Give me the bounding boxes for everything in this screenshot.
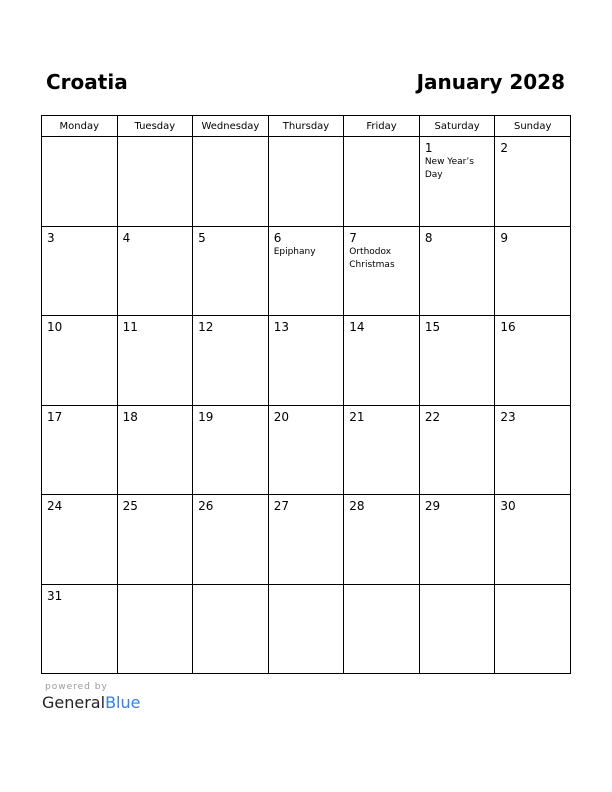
day-cell[interactable] — [193, 226, 269, 316]
day-number: 4 — [122, 230, 131, 245]
day-cell[interactable] — [344, 226, 420, 316]
day-number: 10 — [47, 320, 63, 334]
day-cell[interactable] — [193, 137, 269, 227]
day-number: 23 — [500, 409, 516, 424]
day-cell[interactable] — [344, 495, 420, 585]
brand-name-part1: General — [42, 693, 106, 712]
week-row — [42, 495, 571, 585]
day-cell[interactable] — [193, 584, 269, 674]
day-cell[interactable] — [42, 226, 118, 316]
weekday-header: Sunday — [495, 116, 571, 137]
day-cell[interactable] — [117, 405, 193, 495]
weekday-header: Wednesday — [193, 116, 269, 137]
calendar-title-month: January 2028 — [416, 70, 565, 94]
weekday-header: Thursday — [268, 116, 344, 137]
day-number: 7 — [349, 230, 357, 245]
day-cell[interactable] — [193, 495, 269, 585]
day-number: 25 — [122, 499, 138, 513]
day-cell[interactable] — [193, 316, 269, 406]
week-row — [42, 226, 571, 316]
day-cell[interactable] — [344, 316, 420, 406]
holiday-label: Orthodox Christmas — [349, 246, 395, 270]
day-number: 18 — [122, 409, 138, 424]
day-number: 30 — [500, 499, 516, 513]
day-number: 27 — [273, 499, 289, 513]
day-cell[interactable] — [419, 405, 495, 495]
holiday-label: Epiphany — [273, 246, 316, 257]
day-cell[interactable] — [495, 584, 571, 674]
day-number: 31 — [47, 588, 63, 603]
day-cell[interactable] — [268, 137, 344, 227]
day-cell[interactable] — [117, 495, 193, 585]
day-cell[interactable] — [268, 316, 344, 406]
day-cell[interactable] — [42, 316, 118, 406]
day-number: 11 — [122, 320, 138, 334]
day-cell[interactable] — [42, 495, 118, 585]
day-number: 3 — [47, 230, 55, 245]
day-cell[interactable] — [419, 226, 495, 316]
day-number: 22 — [424, 409, 441, 424]
day-number: 6 — [273, 230, 282, 245]
day-cell[interactable] — [193, 405, 269, 495]
day-cell[interactable] — [344, 137, 420, 227]
day-cell[interactable] — [344, 405, 420, 495]
day-number: 15 — [424, 320, 441, 334]
day-number: 29 — [424, 499, 441, 513]
day-cell[interactable] — [117, 584, 193, 674]
weekday-header: Tuesday — [117, 116, 193, 137]
day-number: 21 — [349, 409, 365, 424]
day-cell[interactable] — [42, 137, 118, 227]
weekday-header: Friday — [344, 116, 420, 137]
day-number: 16 — [500, 320, 516, 334]
day-cell[interactable] — [495, 226, 571, 316]
brand-name-part2: Blue — [105, 693, 141, 712]
day-cell[interactable] — [268, 226, 344, 316]
day-number: 2 — [500, 141, 509, 155]
day-cell[interactable] — [117, 137, 193, 227]
day-number: 5 — [198, 230, 206, 245]
week-row — [42, 405, 571, 495]
day-number: 28 — [349, 499, 365, 513]
brand-logo[interactable] — [42, 693, 140, 712]
day-cell[interactable] — [419, 495, 495, 585]
day-number: 19 — [198, 409, 214, 424]
week-row — [42, 137, 571, 227]
day-cell[interactable] — [268, 405, 344, 495]
day-cell[interactable] — [42, 584, 118, 674]
day-number: 9 — [500, 230, 509, 245]
day-cell[interactable] — [344, 584, 420, 674]
day-cell[interactable] — [419, 316, 495, 406]
powered-by-text: powered by — [45, 682, 108, 692]
week-row — [42, 316, 571, 406]
day-cell[interactable] — [495, 316, 571, 406]
day-cell[interactable] — [495, 495, 571, 585]
day-cell[interactable] — [419, 137, 495, 227]
weekday-header-row — [42, 116, 571, 137]
day-number: 17 — [47, 409, 63, 424]
day-number: 20 — [273, 409, 289, 424]
day-cell[interactable] — [419, 584, 495, 674]
day-cell[interactable] — [117, 226, 193, 316]
calendar-title-country: Croatia — [46, 70, 128, 94]
day-number: 12 — [198, 320, 214, 334]
day-cell[interactable] — [117, 316, 193, 406]
day-number: 8 — [424, 230, 433, 245]
day-cell[interactable] — [42, 405, 118, 495]
day-cell[interactable] — [495, 137, 571, 227]
day-cell[interactable] — [268, 495, 344, 585]
weekday-header: Saturday — [419, 116, 495, 137]
day-number: 1 — [424, 141, 433, 155]
day-number: 14 — [349, 320, 365, 334]
day-number: 13 — [273, 320, 289, 334]
footer — [42, 682, 140, 712]
weekday-header: Monday — [42, 116, 118, 137]
calendar-grid — [41, 115, 571, 674]
day-number: 24 — [47, 499, 63, 513]
day-cell[interactable] — [268, 584, 344, 674]
day-number: 26 — [198, 499, 214, 513]
week-row — [42, 584, 571, 674]
holiday-label: New Year’s Day — [424, 157, 474, 180]
day-cell[interactable] — [495, 405, 571, 495]
